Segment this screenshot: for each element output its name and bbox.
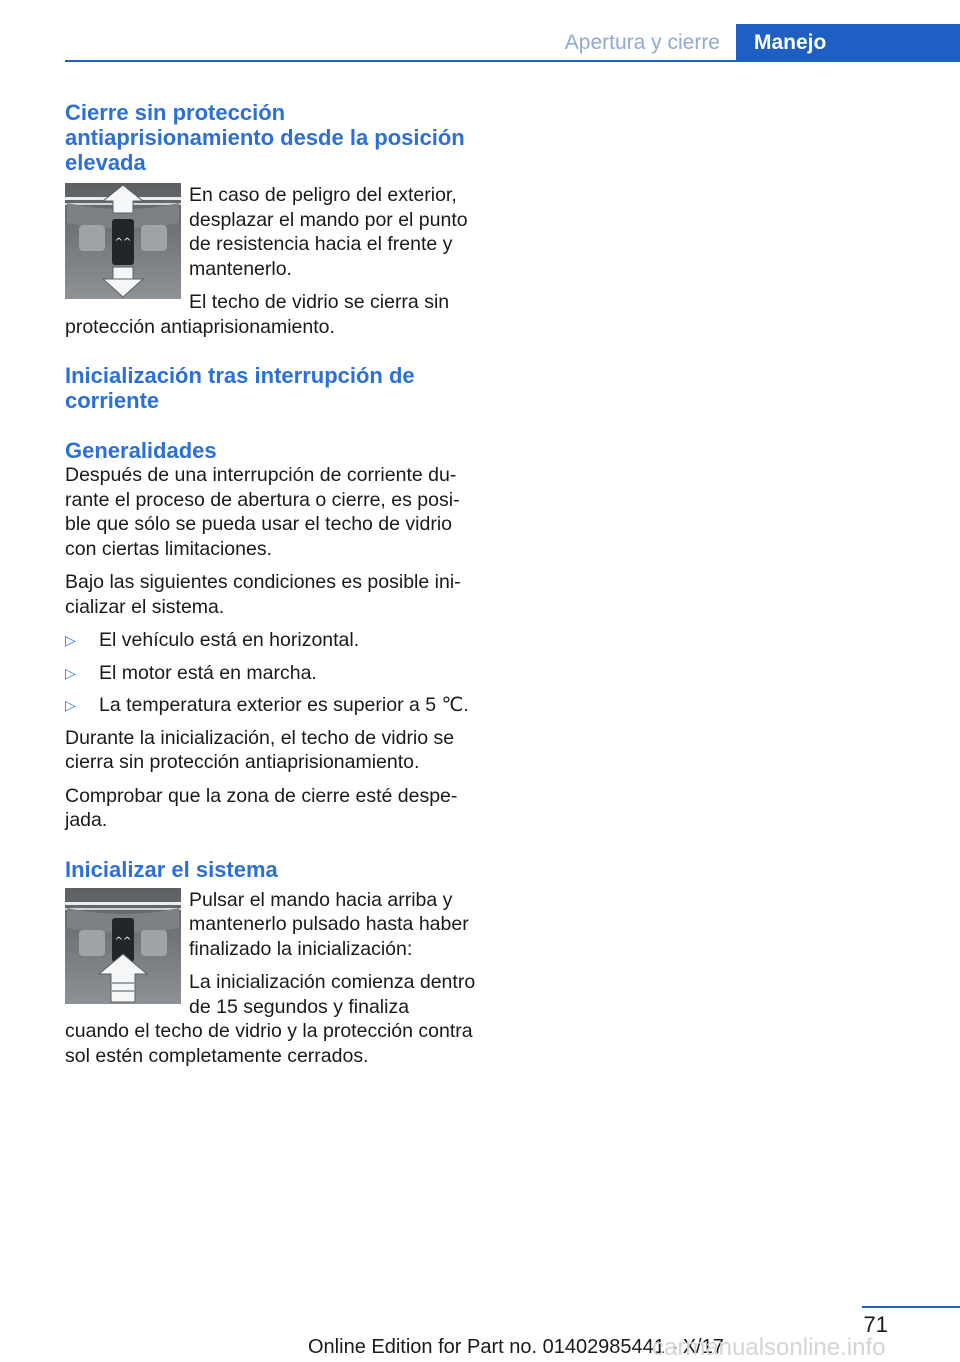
- system-paragraph-1: Pulsar el mando hacia arriba y mantenerlo pulsado hasta haber finalizado la inicialización:: [189, 888, 469, 960]
- bullet-triangle-icon: ▷: [65, 697, 76, 713]
- init-heading: Inicialización tras interrupción de corriente: [65, 363, 415, 413]
- roof-switch-down-illustration: [65, 183, 181, 299]
- footer-rule: [862, 1306, 960, 1308]
- bullet-triangle-icon: ▷: [65, 664, 76, 681]
- svg-text:^^: ^^: [114, 935, 132, 947]
- closing-paragraph-2b: protección antiaprisionamiento.: [65, 315, 335, 338]
- list-item: [65, 628, 477, 653]
- page-header: [65, 24, 960, 62]
- list-item: [65, 661, 477, 686]
- chapter-tab[interactable]: Manejo: [736, 24, 960, 62]
- general-paragraph-1: Después de una interrupción de corriente durante el proceso de abertura o cierre, es posible que sólo se pueda usar el techo de vidrio con ciertas limitaciones.: [65, 464, 460, 560]
- closing-figure-text: [189, 183, 477, 315]
- system-paragraph-2b: cuando el techo de vidrio y la protección contra sol estén completamente cerrados.: [65, 1020, 473, 1067]
- header-rule: [65, 60, 960, 62]
- section-tab[interactable]: Apertura y cierre: [564, 31, 720, 54]
- page-number: 71: [863, 1312, 888, 1337]
- watermark: carmanualsonline.info: [652, 1334, 886, 1361]
- system-paragraph-2a: La inicialización comienza dentro de 15 segundos y finaliza: [189, 971, 476, 1018]
- bullet-triangle-icon: ▷: [65, 632, 76, 648]
- edition-note: Online Edition for Part no. 01402985441 - X/17: [308, 1336, 724, 1358]
- closing-heading: Cierre sin protección antiaprisionamiento desde la posición elevada: [65, 100, 465, 175]
- svg-text:^^: ^^: [114, 237, 132, 248]
- system-heading: Inicializar el sistema: [65, 856, 278, 882]
- general-heading: Generalidades: [65, 438, 217, 463]
- conditions-list: [65, 628, 477, 718]
- list-item: [65, 693, 477, 718]
- system-figure-text: [189, 888, 477, 1020]
- main-content: [65, 100, 477, 1068]
- system-figure-block: [65, 888, 477, 1020]
- list-item-text: La temperatura exterior es superior a 5 ℃.: [99, 694, 469, 716]
- general-paragraph-2: Bajo las siguientes condiciones es posible inicializar el sistema.: [65, 571, 461, 618]
- list-item-text: El motor está en marcha.: [99, 661, 317, 684]
- closing-figure-block: [65, 183, 477, 315]
- roof-switch-up-illustration: [65, 888, 181, 1004]
- list-item-text: El vehículo está en horizontal.: [99, 629, 360, 651]
- closing-paragraph-1: En caso de peligro del exterior, desplazar el mando por el punto de resistencia hacia el frente y mantenerlo.: [189, 184, 468, 280]
- closing-paragraph-2a: El techo de vidrio se cierra sin: [189, 291, 450, 313]
- general-paragraph-3: Durante la inicialización, el techo de vidrio se cierra sin protección antiaprisionamiento.: [65, 726, 455, 773]
- general-paragraph-4: Comprobar que la zona de cierre esté despejada.: [65, 784, 458, 831]
